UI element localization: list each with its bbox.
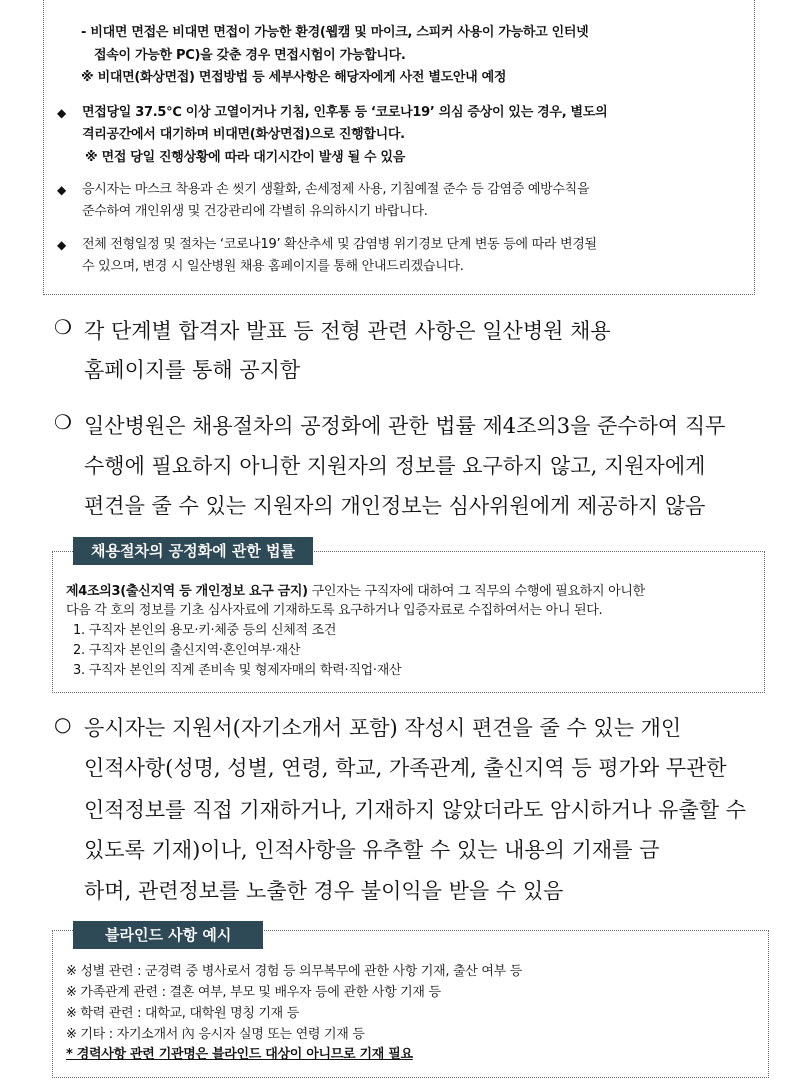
law-box [52,542,765,693]
para2-line2: 수행에 필요하지 아니한 지원자의 정보를 요구하지 않고, 지원자에게 [84,454,706,478]
notice-item1-line1: 면접당일 37.5℃ 이상 고열이거나 기침, 인후통 등 ‘코로나19’ 의심 증상이 있는 경우, 별도의 [82,105,608,120]
blind-item: ※ 가족관계 관련 : 결혼 여부, 부모 및 배우자 등에 관한 사항 기재 등 [66,985,441,1000]
law-box-title: 채용절차의 공정화에 관한 법률 [73,537,313,565]
para2-line1: 일산병원은 채용절차의 공정화에 관한 법률 제4조의3을 준수하여 직무 [84,414,726,438]
blind-footnote: * 경력사항 관련 기관명은 블라인드 대상이 아니므로 기재 필요 [66,1047,413,1062]
para1-line2: 홈페이지를 통해 공지함 [84,358,301,382]
diamond-bullet-icon: ◆ [57,106,67,120]
blind-item: ※ 학력 관련 : 대학교, 대학원 명칭 기재 등 [66,1006,300,1021]
notice-item1-line2: 격리공간에서 대기하며 비대면(화상면접)으로 진행합니다. [82,127,405,142]
blind-box-title: 블라인드 사항 예시 [73,921,263,949]
para3-line2: 인적사항(성명, 성별, 연령, 학교, 가족관계, 출신지역 등 평가와 무관한 [84,756,727,780]
law-article-text1: 구인자는 구직자에 대하여 그 직무의 수행에 필요하지 아니한 [307,584,645,599]
law-item: 3. 구직자 본인의 직계 존비속 및 형제자매의 학력·직업·재산 [73,663,402,678]
para2-line3: 편견을 줄 수 있는 지원자의 개인정보는 심사위원에게 제공하지 않음 [84,494,706,518]
blind-item: ※ 기타 : 자기소개서 內 응시자 실명 또는 연령 기재 등 [66,1027,365,1042]
para3-line4: 있도록 기재)이나, 인적사항을 유추할 수 있는 내용의 기재를 금 [84,838,660,862]
para3-line3: 인적정보를 직접 기재하거나, 기재하지 않았더라도 암시하거나 유출할 수 [84,798,746,822]
diamond-bullet-icon: ◆ [57,183,67,197]
diamond-bullet-icon: ◆ [57,238,67,252]
law-article-text2: 다음 각 호의 정보를 기초 심사자료에 기재하도록 요구하거나 입증자료로 수집하여서는 아니 된다. [66,603,603,618]
notice-item2-line1: 응시자는 마스크 착용과 손 씻기 생활화, 손세정제 사용, 기침예절 준수 등 감염증 예방수칙을 [82,182,590,197]
covid-notice-box [43,0,755,295]
circle-bullet-icon: ○ [54,712,72,736]
notice-sub1-note: ※ 비대면(화상면접) 면접방법 등 세부사항은 해당자에게 사전 별도안내 예정 [81,70,507,85]
notice-item2-line2: 준수하여 개인위생 및 건강관리에 각별히 유의하시기 바랍니다. [82,204,428,219]
circle-bullet-icon: ❍ [54,410,72,434]
notice-item3-line2: 수 있으며, 변경 시 일산병원 채용 홈페이지를 통해 안내드리겠습니다. [82,259,464,274]
notice-sub1-line2: 접속이 가능한 PC)을 갖춘 경우 면접시험이 가능합니다. [94,48,406,63]
law-article-title: 제4조의3(출신지역 등 개인정보 요구 금지) [66,584,308,599]
para3-line5: 하며, 관련정보를 노출한 경우 불이익을 받을 수 있음 [84,879,564,903]
law-article-line1 [66,583,645,601]
blind-examples-box [52,926,769,1078]
para3-line1: 응시자는 지원서(자기소개서 포함) 작성시 편견을 줄 수 있는 개인 [84,716,682,740]
law-item: 2. 구직자 본인의 출신지역·혼인여부·재산 [73,643,301,658]
law-item: 1. 구직자 본인의 용모·키·체중 등의 신체적 조건 [73,623,337,638]
circle-bullet-icon: ❍ [54,315,72,339]
blind-item: ※ 성별 관련 : 군경력 중 병사로서 경험 등 의무복무에 관한 사항 기재, 출산 여부 등 [66,964,522,979]
para1-line1: 각 단계별 합격자 발표 등 전형 관련 사항은 일산병원 채용 [84,319,611,343]
notice-sub1-line1: - 비대면 면접은 비대면 면접이 가능한 환경(웹캠 및 마이크, 스피커 사용이 가능하고 인터넷 [81,25,589,40]
notice-item3-line1: 전체 전형일정 및 절차는 ‘코로나19’ 확산추세 및 감염병 위기경보 단계 변동 등에 따라 변경될 [82,237,597,252]
notice-item1-note: ※ 면접 당일 진행상황에 따라 대기시간이 발생 될 수 있음 [85,150,406,165]
